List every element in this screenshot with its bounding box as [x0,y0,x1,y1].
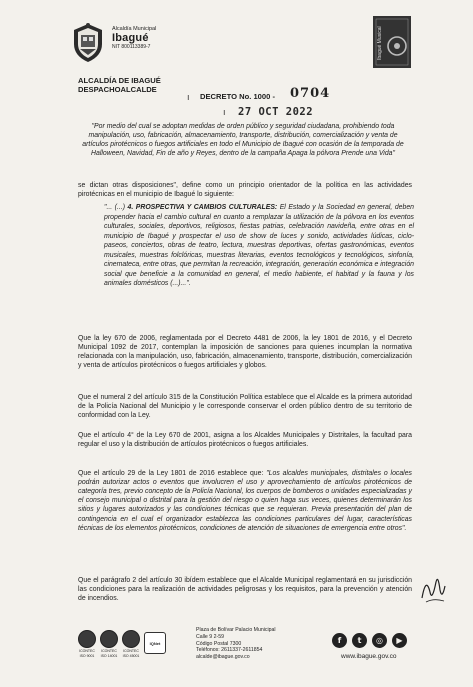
footer-email[interactable]: alcalde@ibague.gov.co [196,654,250,660]
department-line2: DESPACHOALCALDE [78,85,157,95]
header-org: Alcaldía Municipal [112,26,157,32]
quote-heading: 4. PROSPECTIVA Y CAMBIOS CULTURALES: [127,204,278,211]
header-text [112,26,156,51]
twitter-icon[interactable]: t [352,633,367,648]
youtube-icon[interactable]: ▶ [392,633,407,648]
article-29-intro: Que el artículo 29 de la Ley 1801 de 2016 establece que: [78,470,267,477]
decree-number: 0704 [290,86,331,101]
instagram-icon[interactable]: ◎ [372,633,387,648]
department-line1: ALCALDÍA DE IBAGUÉ [78,76,161,85]
cert-name: ICONTEC [123,649,139,653]
cert-name: ICONTEC [101,649,117,653]
decree-date-stamp: 27 OCT 2022 [238,106,314,118]
paragraph-article-30: Que el parágrafo 2 del artículo 30 ibídem establece que el Alcalde Municipal reglamentará en su jurisdicción las condiciones para la realización de actividades peligrosas y los requisitos, para la prevención y atención de incendios. [78,577,412,603]
header-nit: NIT 800113389-7 [112,43,151,50]
iqnet-logo: IQNet [144,632,166,654]
paragraph-article-4: Que el artículo 4° de la Ley 670 de 2001, asigna a los Alcaldes Municipales y Distritales, la facultad para regular el uso y la distribución de artículos pirotécnicos o fuegos artificiales. [78,432,412,449]
cert-standard: ISO 45001 [122,654,140,658]
paragraph-law-670: Que la ley 670 de 2006, reglamentada por el Decreto 4481 de 2006, la ley 1801 de 2016, y el Decreto Municipal 1092 de 2017, contemplan la imposición de sanciones para quienes incumplan la normativa relacionada con la manipulación, uso, fabricación, almacenamiento, transporte, distribución, comercialización y venta de artículos pirotécnicos o fuegos artificiales y globos. [78,335,412,370]
department-heading [78,76,161,95]
social-icons [332,633,407,648]
brand-badge-label: Ibagué Musical [377,26,383,60]
address-line: Plaza de Bolívar Palacio Municipal [196,627,276,633]
decree-label: DECRETO No. 1000 - [200,92,275,101]
facebook-icon[interactable]: f [332,633,347,648]
address-line: Teléfonos: 2611337-2611854 [196,647,263,654]
address-line: Código Postal 7300 [196,640,242,647]
icontec-certification-logo [78,630,96,660]
certification-logos [78,630,166,664]
icontec-certification-logo [100,630,118,660]
article-29-quote: "Los alcaldes municipales, distritales o locales podrán autorizar actos o eventos que involucren el uso y aprovechamiento de artículos pirotécnicos de categoría tres, previo concepto de la Policía Nacional, los cuerpos de bomberos o unidades especializadas y el consejo municipal o distrital para la gestión del riesgo o quien haga sus veces, quienes determinarán los sitios y lugares autorizados y las condiciones técnicas que se requieran. Previa presentación del plan de contingencia en el cual el organizador establezca las condiciones particulares del lugar, características técnicas de los elementos pirotécnicos, condiciones de atención de situaciones de emergencia entre otros". [78,470,412,532]
icontec-certification-logo [122,630,140,660]
margin-tick-mark: ı [187,92,190,102]
cert-standard: ISO 14001 [100,654,118,658]
coat-of-arms-logo [70,22,106,64]
quote-body: El Estado y la Sociedad en general, deben propender hacia el cambio cultural en cuanto a remplazar la utilización de la pólvora en los eventos culturales, sociales, deportivos, religiosos, fiestas patrias, celebración navideña, entre otras en el municipio de Ibagué y prospectar el uso de show de luces y sonido, actividades lúdicas, ciclo-paseos, conciertos, obras de teatro, lectura, muestras deportivas, ofertas gastronómicas, eventos musicales, muestras folclóricas, muestras literarias, eventos tecnológicos y tecnológicos, sinfonía, cinemateca, entre otras, que permitan la recreación, integración, generación económica e integración social que beneficie a la comunidad en general, el medio habiente, el habitad y la fauna y los animales domésticos (...)...". [104,204,414,288]
address-line: Calle 9 2-59 [196,633,224,640]
cert-standard: ISO 9001 [79,654,95,658]
quote-lead: "... (...) [104,204,128,211]
quoted-principle [104,203,414,289]
paragraph-article-29 [78,469,412,533]
paragraph-article-315: Que el numeral 2 del artículo 315 de la Constitución Política establece que el Alcalde es la primera autoridad de la Policía Nacional del Municipio y le corresponde conservar el orden público dentro de su territorio de conformidad con la Ley. [78,394,412,420]
header-city: Ibagué [112,32,149,45]
decree-title: "Por medio del cual se adoptan medidas de orden público y seguridad ciudadana, prohibiendo toda manipulación, uso, fabricación, almacenamiento, transporte, distribución, comercialización y venta de artículos pirotécnicos o fuegos artificiales en todo el Municipio de Ibagué con ocasión de la temporada de Halloween, Navidad, Fin de año y Reyes, dentro de la campaña Apaga la pólvora Prende una Vida" [82,123,404,158]
cert-name: ICONTEC [79,649,95,653]
handwritten-initials [418,568,448,608]
margin-tick-mark: ı [223,107,226,117]
ibague-musical-badge [373,16,411,68]
footer-address [196,627,276,661]
paragraph-intro: se dictan otras disposiciones", define como un principio orientador de la política en las actividades pirotécnicas en el municipio de Ibagué lo siguiente: [78,182,412,199]
website-link[interactable]: www.ibague.gov.co [341,653,397,660]
